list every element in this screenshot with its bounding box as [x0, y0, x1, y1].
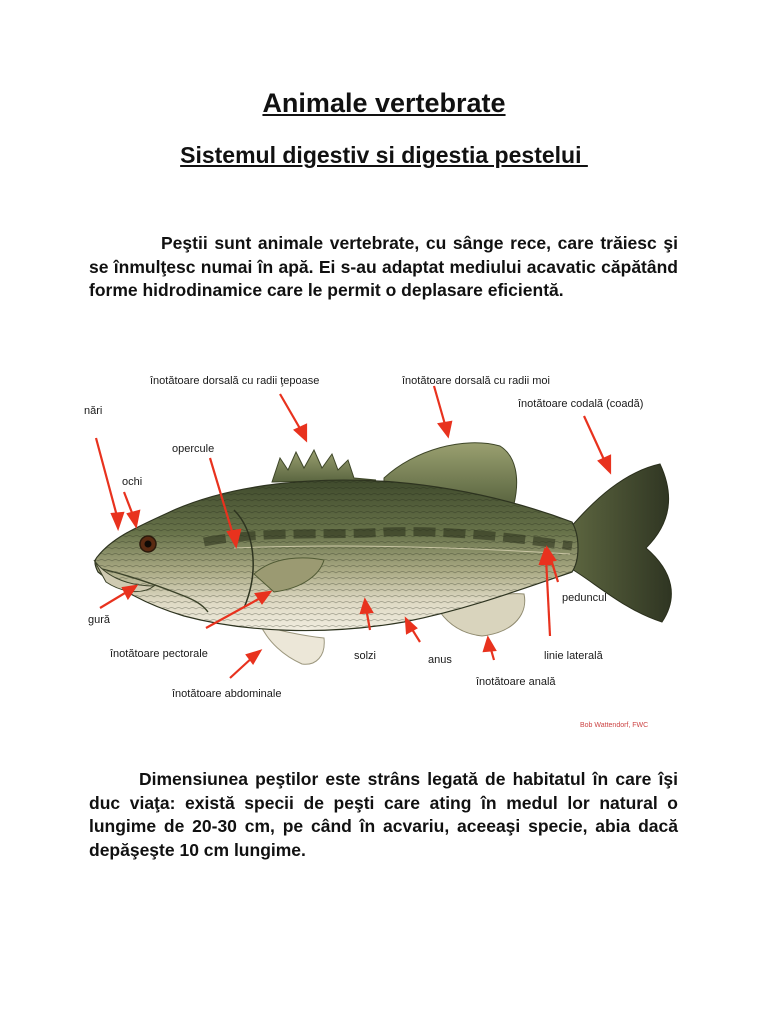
page-title: Animale vertebrate — [262, 88, 506, 118]
label-abdominal: înotătoare abdominale — [172, 688, 282, 700]
intro-paragraph: Peştii sunt animale vertebrate, cu sânge rece, care trăiesc şi se înmulţesc numai în apă. Ei s-au adaptat mediului acavatic căpătând forme hidrodinamice care le permit o deplasare eficientă. — [89, 233, 678, 300]
label-anal: înotătoare anală — [476, 676, 556, 688]
label-dorsal-spiny: înotătoare dorsală cu radii ţepoase — [150, 375, 320, 387]
size-paragraph: Dimensiunea peştilor este strâns legată de habitatul în care îşi duc viaţa: există specii de peşti care ating în medul lor natural o lungime de 20-30 cm, pe când în acvariu, aceeaşi specie, abia dacă depăşeşte 10 cm lungime. — [89, 769, 678, 860]
label-dorsal-soft: înotătoare dorsală cu radii moi — [402, 375, 550, 387]
image-credit: Bob Wattendorf, FWC — [580, 722, 649, 729]
fish-anatomy-figure — [84, 360, 684, 750]
label-solzi: solzi — [354, 650, 377, 662]
label-peduncul: peduncul — [562, 592, 607, 604]
label-opercule: opercule — [172, 443, 215, 455]
label-anus: anus — [428, 654, 452, 666]
dorsal-spiny-fin — [272, 450, 376, 482]
page-subtitle: Sistemul digestiv si digestia pestelui — [180, 142, 588, 168]
label-caudal: înotătoare codală (coadă) — [518, 398, 644, 410]
label-ochi: ochi — [122, 476, 143, 488]
label-pectoral: înotătoare pectorale — [110, 648, 208, 660]
label-nari: nări — [84, 405, 103, 417]
label-lateral-line: linie laterală — [544, 650, 603, 662]
label-gura: gură — [88, 614, 111, 626]
